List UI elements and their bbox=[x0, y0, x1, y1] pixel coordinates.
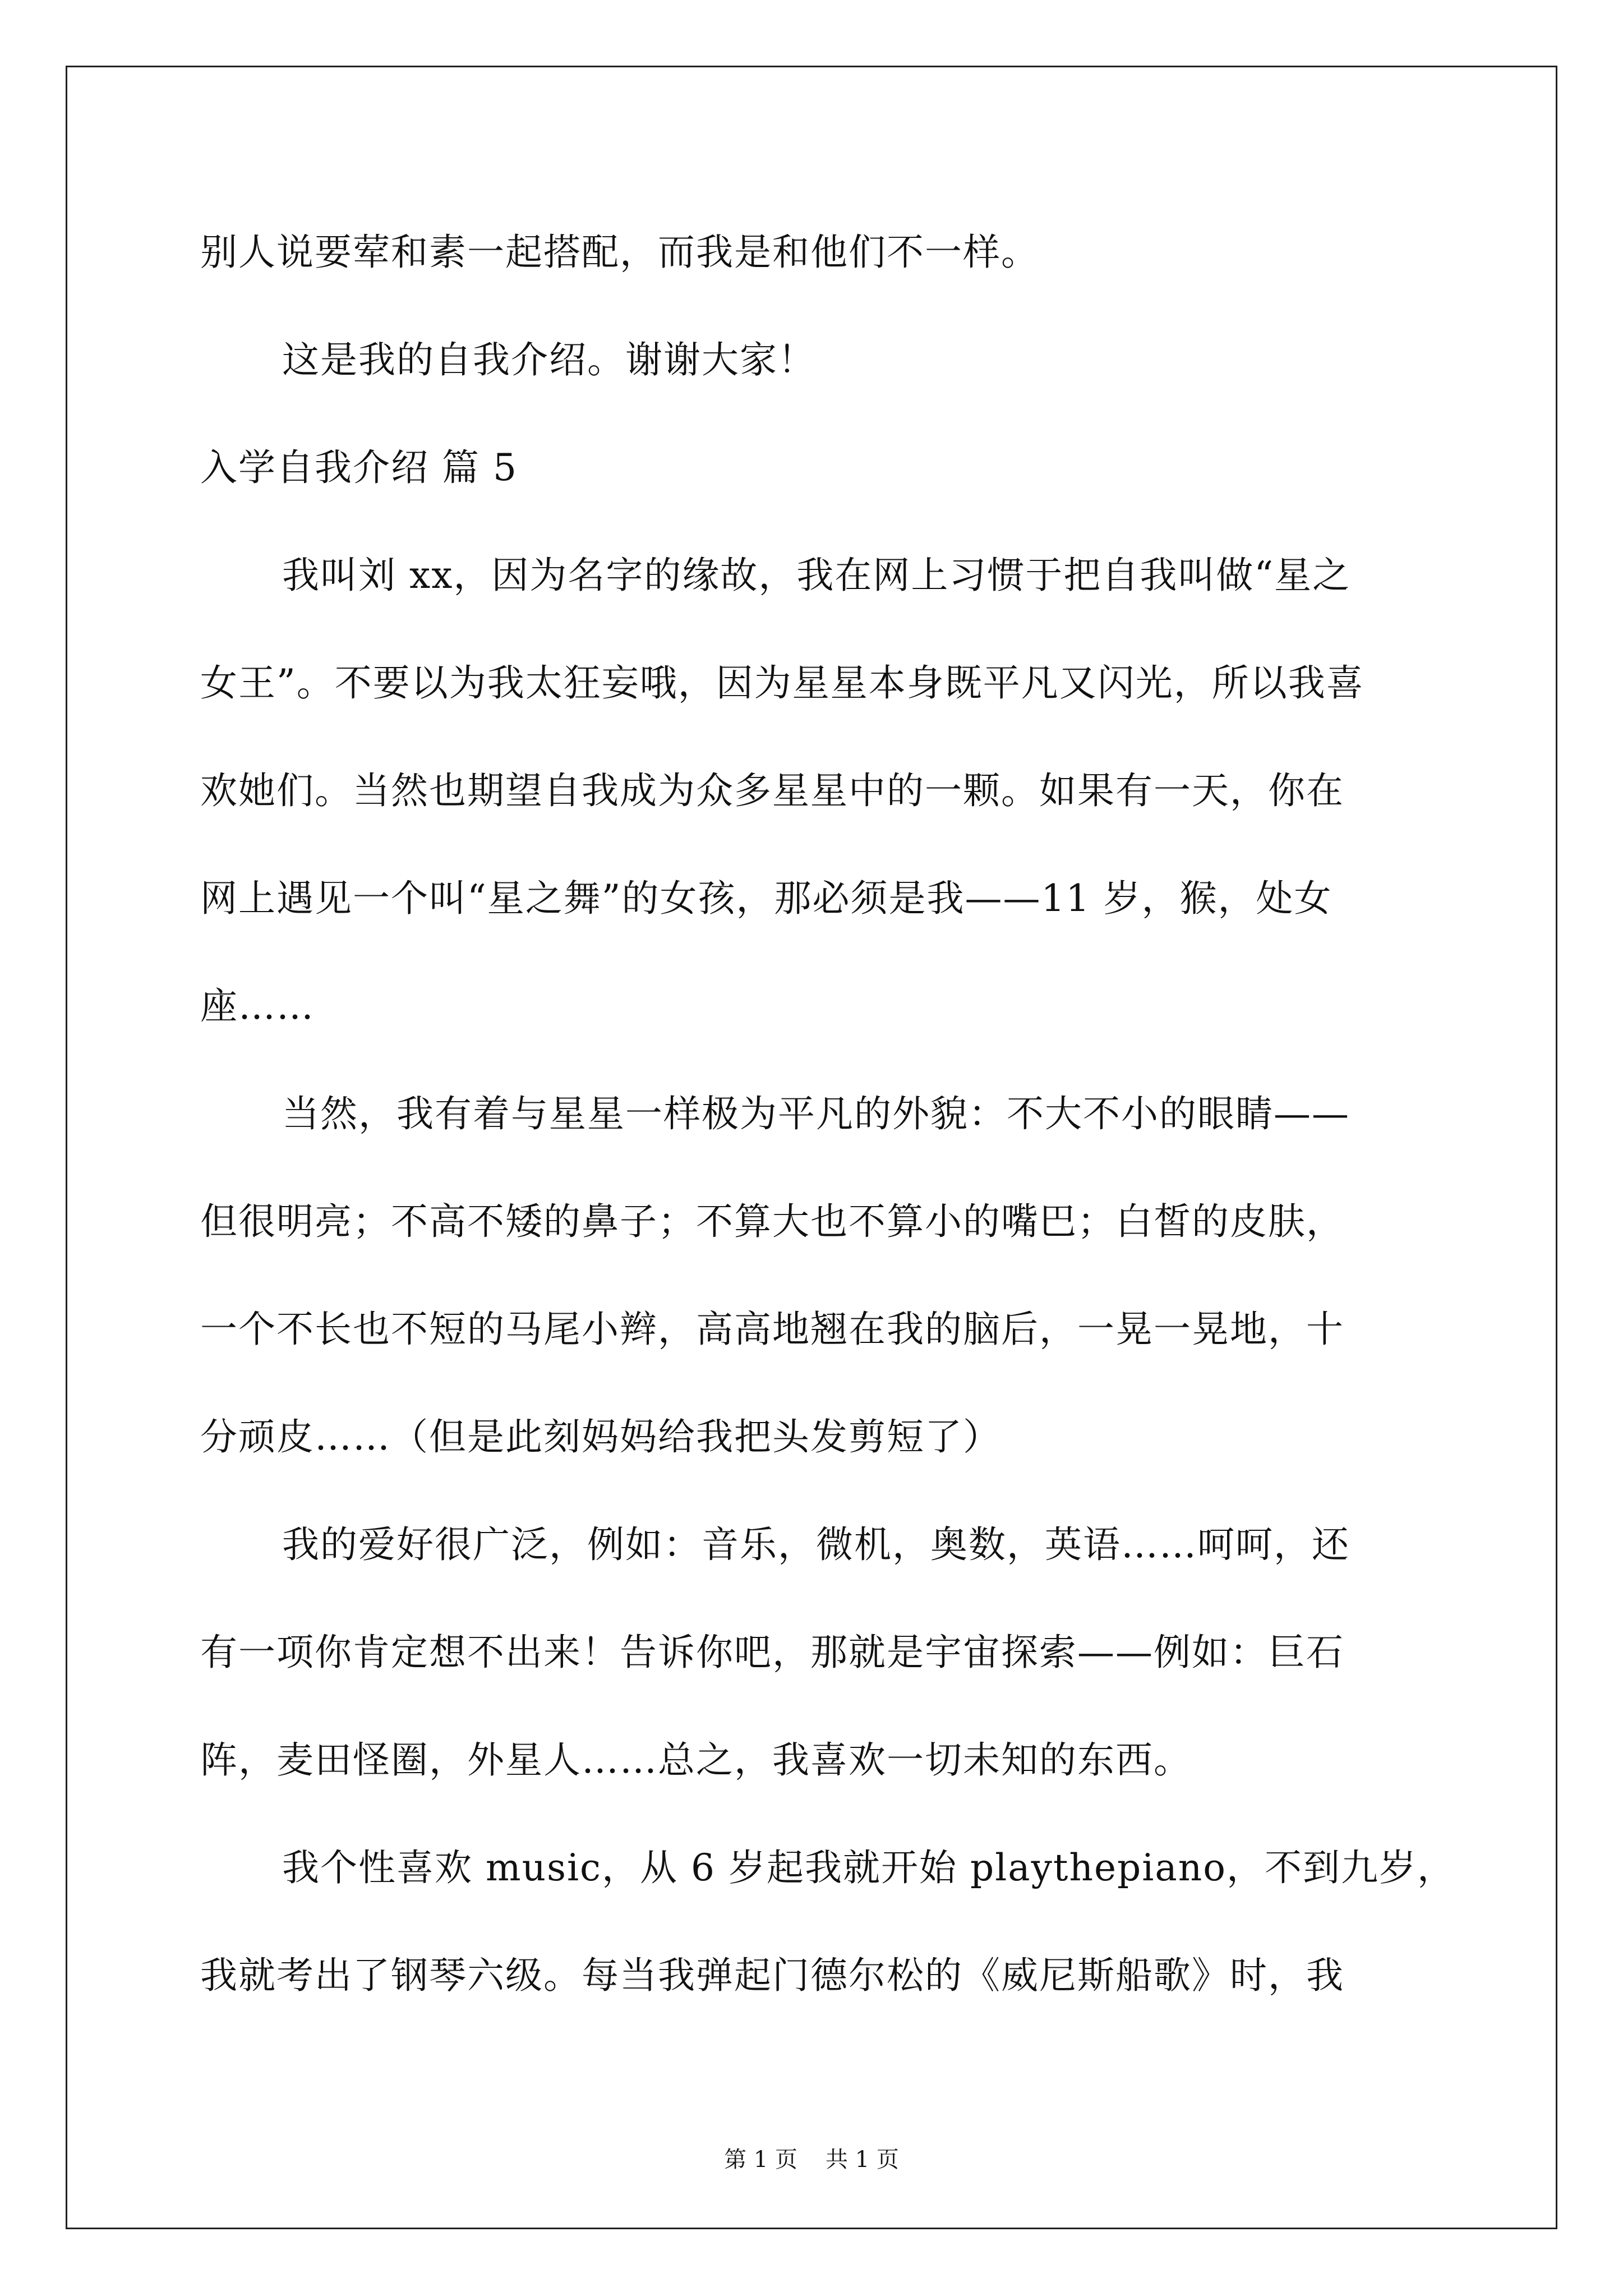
text-line: 女王”。不要以为我太狂妄哦，因为星星本身既平凡又闪光，所以我喜 bbox=[200, 661, 1364, 705]
text-line: 座…… bbox=[200, 984, 315, 1028]
section-heading: 入学自我介绍 篇 5 bbox=[200, 446, 518, 489]
text-line: 我个性喜欢 music，从 6 岁起我就开始 playthepiano，不到九岁， bbox=[282, 1846, 1455, 1889]
text-line: 我的爱好很广泛，例如：音乐，微机，奥数，英语……呵呵，还 bbox=[282, 1523, 1350, 1566]
text-line: 欢她们。当然也期望自我成为众多星星中的一颗。如果有一天，你在 bbox=[200, 769, 1344, 812]
page-number: 第 1 页 bbox=[724, 2147, 797, 2173]
text-line: 一个不长也不短的马尾小辫，高高地翘在我的脑后，一晃一晃地，十 bbox=[200, 1308, 1344, 1351]
text-line: 分顽皮……（但是此刻妈妈给我把头发剪短了） bbox=[200, 1415, 1001, 1458]
text-line: 网上遇见一个叫“星之舞”的女孩，那必须是我——11 岁，猴，处女 bbox=[200, 877, 1332, 920]
text-line: 我叫刘 xx，因为名字的缘故，我在网上习惯于把自我叫做“星之 bbox=[282, 554, 1351, 597]
text-line: 我就考出了钢琴六级。每当我弹起门德尔松的《威尼斯船歌》时，我 bbox=[200, 1954, 1344, 1997]
text-line: 但很明亮；不高不矮的鼻子；不算大也不算小的嘴巴；白皙的皮肤， bbox=[200, 1200, 1344, 1243]
text-line: 别人说要荤和素一起搭配，而我是和他们不一样。 bbox=[200, 231, 1039, 274]
text-line: 有一项你肯定想不出来！告诉你吧，那就是宇宙探索——例如：巨石 bbox=[200, 1631, 1344, 1674]
page-total: 共 1 页 bbox=[826, 2147, 899, 2173]
text-line: 阵，麦田怪圈，外星人……总之，我喜欢一切未知的东西。 bbox=[200, 1738, 1192, 1782]
page-footer bbox=[0, 2142, 1623, 2174]
text-line: 当然，我有着与星星一样极为平凡的外貌：不大不小的眼睛—— bbox=[282, 1092, 1350, 1135]
text-line: 这是我的自我介绍。谢谢大家！ bbox=[282, 338, 816, 381]
document-body bbox=[200, 208, 1455, 2039]
